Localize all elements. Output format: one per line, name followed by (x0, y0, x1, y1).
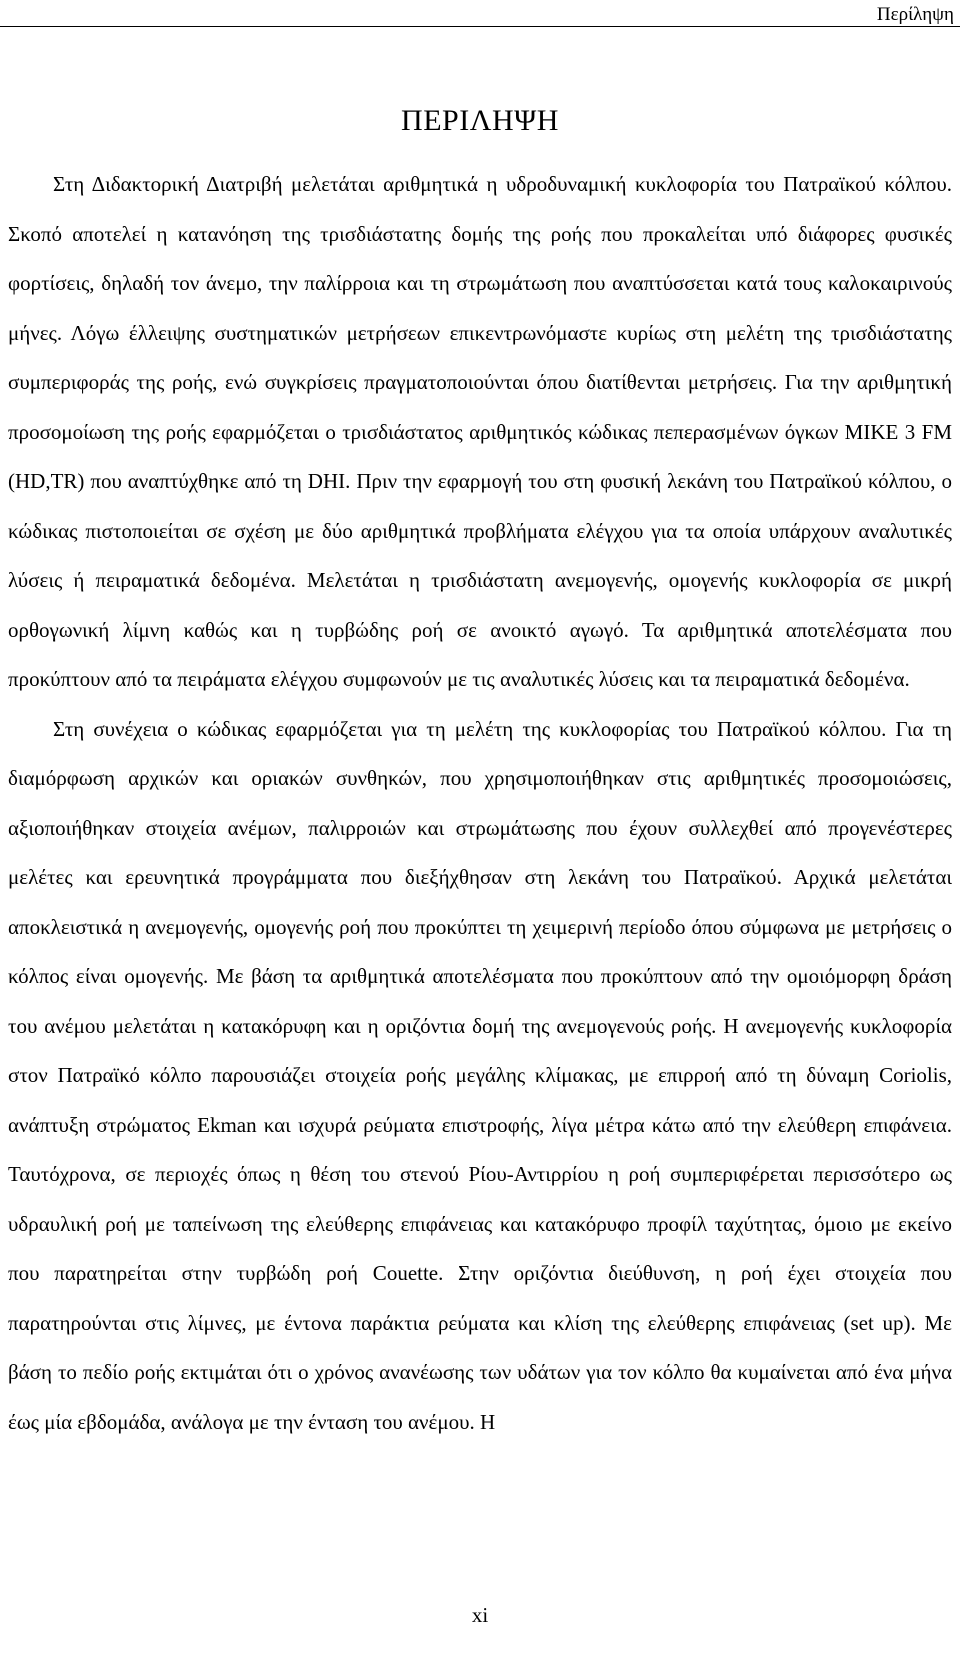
page-number: xi (471, 1603, 489, 1627)
paragraph: Στη Διδακτορική Διατριβή μελετάται αριθμητικά η υδροδυναμική κυκλοφορία του Πατραϊκού κόλπου. Σκοπό αποτελεί η κατανόηση της τρισδιάστατης δομής της ροής που προκαλείται υπό διάφορες φυσικές φορτίσεις, δηλαδή τον άνεμο, την παλίρροια και τη στρωμάτωση που αναπτύσσεται κατά τους καλοκαιρινούς μήνες. Λόγω έλλειψης συστηματικών μετρήσεων επικεντρωνόμαστε κυρίως στη μελέτη της τρισδιάστατης συμπεριφοράς της ροής, ενώ συγκρίσεις πραγματοποιούνται όπου διατίθενται μετρήσεις. Για την αριθμητική προσομοίωση της ροής εφαρμόζεται ο τρισδιάστατος αριθμητικός κώδικας πεπερασμένων όγκων MIKE 3 FM (HD,TR) που αναπτύχθηκε από τη DHI. Πριν την εφαρμογή του στη φυσική λεκάνη του Πατραϊκού κόλπου, ο κώδικας πιστοποιείται σε σχέση με δύο αριθμητικά προβλήματα ελέγχου για τα οποία υπάρχουν αναλυτικές λύσεις ή πειραματικά δεδομένα. Μελετάται η τρισδιάστατη ανεμογενής, ομογενής κυκλοφορία σε μικρή ορθογωνική λίμνη καθώς και η τυρβώδης ροή σε ανοικτό αγωγό. Τα αριθμητικά αποτελέσματα που προκύπτουν από τα πειράματα ελέγχου συμφωνούν με τις αναλυτικές λύσεις και τα πειραματικά δεδομένα. (8, 172, 952, 691)
running-header (0, 0, 960, 40)
paragraph: Στη συνέχεια ο κώδικας εφαρμόζεται για τη μελέτη της κυκλοφορίας του Πατραϊκού κόλπου. Για τη διαμόρφωση αρχικών και οριακών συνθηκών, που χρησιμοποιήθηκαν στις αριθμητικές προσομοιώσεις, αξιοποιήθηκαν στοιχεία ανέμων, παλιρροιών και στρωμάτωσης που έχουν συλλεχθεί από προγενέστερες μελέτες και ερευνητικά προγράμματα που διεξήχθησαν στη λεκάνη του Πατραϊκού. Αρχικά μελετάται αποκλειστικά η ανεμογενής, ομογενής ροή που προκύπτει τη χειμερινή περίοδο όπου σύμφωνα με μετρήσεις ο κόλπος είναι ομογενής. Με βάση τα αριθμητικά αποτελέσματα που προκύπτουν από την ομοιόμορφη δράση του ανέμου μελετάται η κατακόρυφη και η οριζόντια δομή της ανεμογενούς ροής. Η ανεμογενής κυκλοφορία στον Πατραϊκό κόλπο παρουσιάζει στοιχεία ροής μεγάλης κλίμακας, με επιρροή από τη δύναμη Coriolis, ανάπτυξη στρώματος Ekman και ισχυρά ρεύματα επιστροφής, λίγα μέτρα κάτω από την ελεύθερη επιφάνεια. Ταυτόχρονα, σε περιοχές όπως η θέση του στενού Ρίου-Αντιρρίου η ροή συμπεριφέρεται περισσότερο ως υδραυλική ροή με ταπείνωση της ελεύθερης επιφάνειας και κατακόρυφο προφίλ ταχύτητας, όμοιο με εκείνο που παρατηρείται στην τυρβώδη ροή Couette. Στην οριζόντια διεύθυνση, η ροή έχει στοιχεία που παρατηρούνται στις λίμνες, με έντονα παράκτια ρεύματα και κλίση της ελεύθερης επιφάνειας (set up). Με βάση το πεδίο ροής εκτιμάται ότι ο χρόνος ανανέωσης των υδάτων για τον κόλπο θα κυμαίνεται από ένα μήνα έως μία εβδομάδα, ανάλογα με την ένταση του ανέμου. Η (8, 716, 952, 1434)
running-header-title: Περίληψη (876, 4, 954, 25)
header-rule (0, 26, 960, 27)
body-text (8, 160, 952, 1447)
page-title: ΠΕΡΙΛΗΨΗ (401, 104, 559, 137)
